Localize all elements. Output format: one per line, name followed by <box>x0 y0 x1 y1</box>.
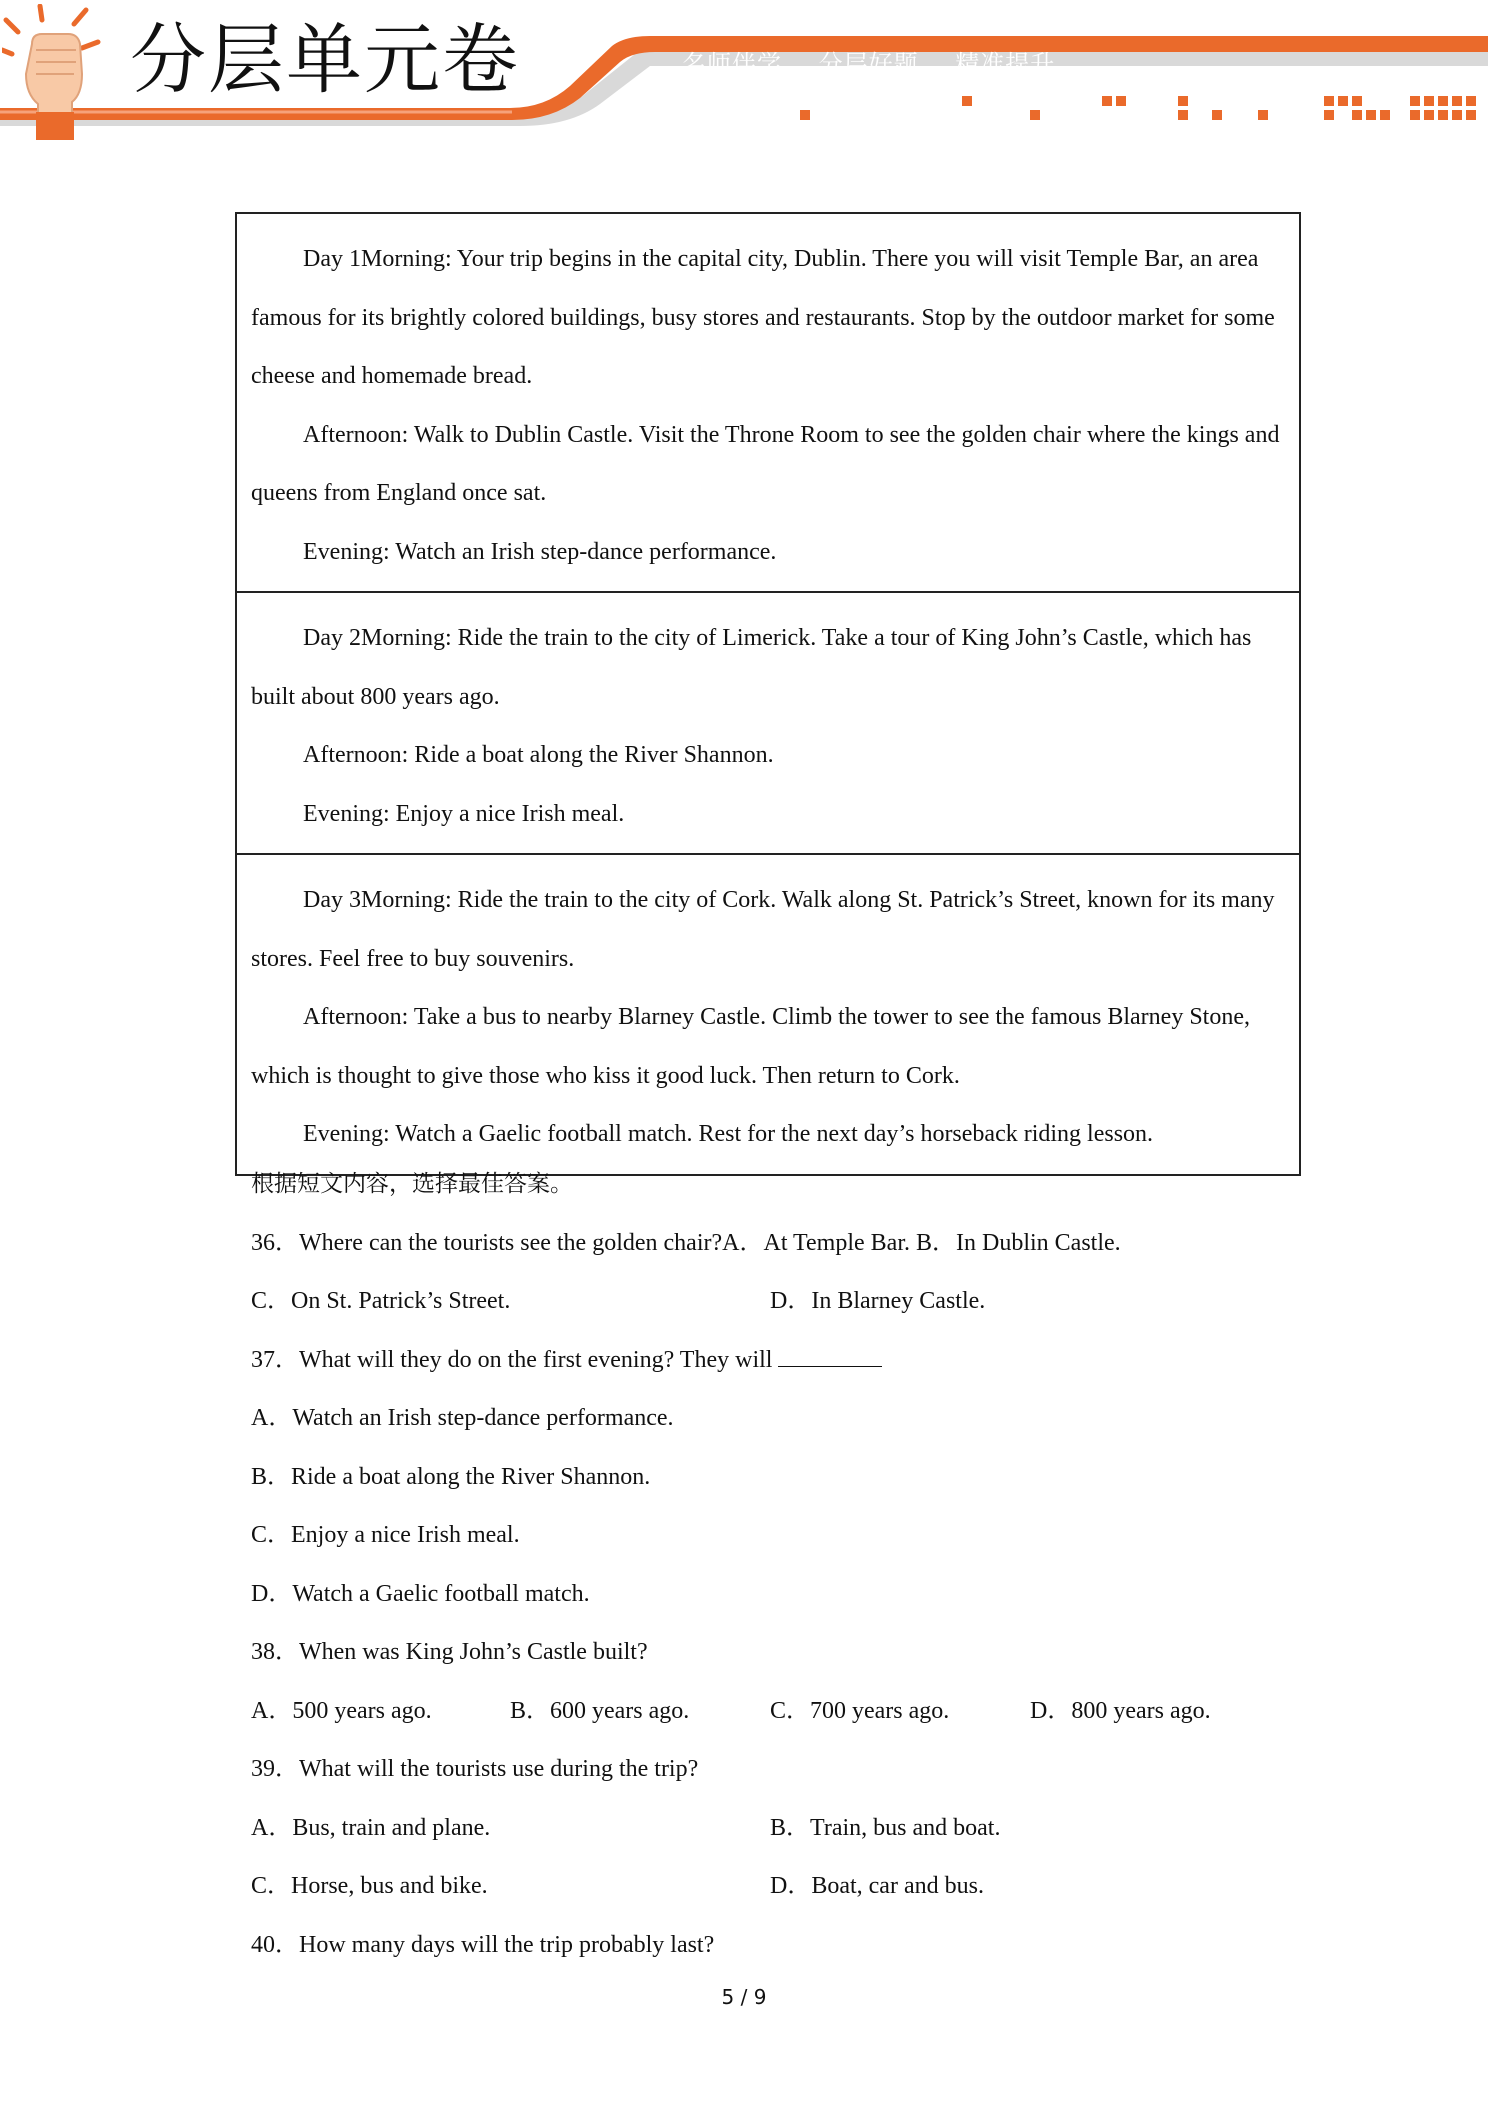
option-d: D．Watch a Gaelic football match. <box>251 1580 590 1607</box>
paragraph: Evening: Enjoy a nice Irish meal. <box>303 800 625 827</box>
question-38-stem: 38．When was King John’s Castle built? <box>251 1639 648 1665</box>
page-number: 5 / 9 <box>721 1985 767 2009</box>
question-37-stem <box>251 1331 1311 1390</box>
option-a: A．500 years ago. <box>251 1697 432 1724</box>
paragraph: Day 1Morning: Your trip begins in the capital city, Dublin. There you will visit Temple Bar, an area famous for its brightly colored buildings, busy stores and restaurants. Stop by the outdoor market for some cheese and homemade bread. <box>251 246 1275 389</box>
instruction: 根据短文内容，选择最佳答案。 <box>251 1171 573 1197</box>
question-text: 37．What will they do on the first evening? They will <box>251 1346 779 1373</box>
option-d: D．Boat, car and bus. <box>770 1873 984 1899</box>
option-b: B．Train, bus and boat. <box>770 1814 1001 1841</box>
header-slogan <box>682 44 1083 79</box>
fist-logo-icon <box>2 4 112 144</box>
slogan-item: 分层好题 <box>818 50 919 78</box>
itinerary-day-3 <box>237 853 1299 1174</box>
option-a: A．Bus, train and plane. <box>251 1814 491 1841</box>
question-36-options-row <box>251 1272 1311 1331</box>
question-40-stem: 40．How many days will the trip probably last? <box>251 1931 715 1958</box>
paragraph: Afternoon: Take a bus to nearby Blarney Castle. Climb the tower to see the famous Blarney Stone, which is thought to give those who kiss it good luck. Then return to Cork. <box>251 1004 1250 1089</box>
paragraph: Day 3Morning: Ride the train to the city of Cork. Walk along St. Patrick’s Street, known for its many stores. Feel free to buy souvenirs. <box>251 887 1275 972</box>
option-c: C．700 years ago. <box>770 1697 950 1724</box>
option-b: B．Ride a boat along the River Shannon. <box>251 1463 651 1490</box>
option-c: C．Horse, bus and bike. <box>251 1873 488 1899</box>
option-c: C．Enjoy a nice Irish meal. <box>251 1522 520 1548</box>
option-b: B．600 years ago. <box>510 1697 690 1724</box>
paragraph: Day 2Morning: Ride the train to the city of Limerick. Take a tour of King John’s Castle, which has built about 800 years ago. <box>251 625 1252 710</box>
slogan-item: 名师伴学 <box>682 50 782 78</box>
question-39-options-row-1 <box>251 1799 1311 1858</box>
option-a: A．Watch an Irish step-dance performance. <box>251 1405 674 1431</box>
question-39-options-row-2 <box>251 1857 1311 1916</box>
paragraph: Evening: Watch a Gaelic football match. Rest for the next day’s horseback riding lesson. <box>303 1121 1154 1147</box>
paragraph: Afternoon: Walk to Dublin Castle. Visit the Throne Room to see the golden chair where the kings and queens from England once sat. <box>251 421 1280 506</box>
option-d: D．In Blarney Castle. <box>770 1288 986 1314</box>
paragraph: Afternoon: Ride a boat along the River Shannon. <box>303 742 774 768</box>
itinerary-table <box>235 212 1301 1176</box>
question-list <box>251 1155 1311 1974</box>
paragraph: Evening: Watch an Irish step-dance performance. <box>303 538 777 565</box>
itinerary-day-2 <box>237 591 1299 853</box>
answer-blank <box>778 1344 882 1367</box>
question-38-options-row <box>251 1682 1311 1741</box>
itinerary-day-1 <box>237 214 1299 591</box>
option-d: D．800 years ago. <box>1030 1697 1211 1724</box>
slogan-item: 精准提升 <box>955 50 1056 78</box>
question-36-stem: 36．Where can the tourists see the golden chair?A．At Temple Bar. B．In Dublin Castle. <box>251 1229 1121 1256</box>
brand-title: 分层单元卷 <box>130 15 520 104</box>
page-header <box>0 0 1488 150</box>
question-39-stem: 39．What will the tourists use during the trip? <box>251 1756 699 1782</box>
option-c: C．On St. Patrick’s Street. <box>251 1288 511 1314</box>
